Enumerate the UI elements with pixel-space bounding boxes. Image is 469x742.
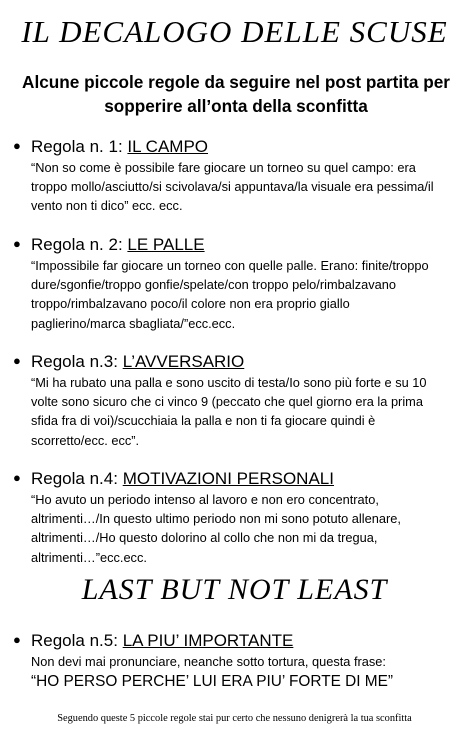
rule-heading bbox=[13, 136, 208, 157]
subtitle bbox=[6, 70, 466, 118]
bullet-icon: ● bbox=[13, 353, 21, 368]
bullet-icon: ● bbox=[13, 138, 21, 153]
rule-description: “Ho avuto un periodo intenso al lavoro e non ero concentrato, altrimenti…/In questo ultimo periodo non mi sono potuto allenare, altrimenti…/Ho questo dolorino al collo che non mi da tregua, altrimenti…”ecc.ecc. bbox=[31, 492, 401, 565]
rule-heading bbox=[13, 234, 205, 255]
rule-heading bbox=[13, 351, 244, 372]
rule-prefix: Regola n. 2: bbox=[31, 235, 128, 254]
rule-heading bbox=[13, 630, 293, 651]
rule-description: “Mi ha rubato una palla e sono uscito di testa/Io sono più forte e su 10 volte sono sicuro che ci vinco 9 (peccato che quel giorno era la prima sfida fra di voi)/scucchiaia la palla e non ti fa giocare quindi è scorretto/ecc. ecc”. bbox=[31, 375, 427, 448]
subtitle-line-2: sopperire all’onta della sconfitta bbox=[104, 96, 368, 116]
footer-note: Seguendo queste 5 piccole regole stai pur certo che nessuno denigrerà la tua sconfitta bbox=[57, 713, 412, 724]
rule-prefix: Regola n. 1: bbox=[31, 137, 128, 156]
page-title: IL DECALOGO DELLE SCUSE bbox=[21, 14, 448, 49]
rule-description: “Non so come è possibile fare giocare un torneo su quel campo: era troppo mollo/asciutto/si scivolava/si appuntava/la visuale era pessima/il vento non ti dico” ecc. ecc. bbox=[31, 160, 434, 214]
rule-name: MOTIVAZIONI PERSONALI bbox=[122, 469, 334, 488]
subtitle-line-1: Alcune piccole regole da seguire nel post partita per bbox=[22, 72, 450, 92]
rule-prefix: Regola n.3: bbox=[31, 352, 123, 371]
rule-description: “Impossibile far giocare un torneo con quelle palle. Erano: finite/troppo dure/sgonfie/troppo gonfie/spelate/con troppo pelo/rimbalzavano troppo/rimbalzavano poco/il colore non era proprio giallo paglierino/marca sbagliata/”ecc.ecc. bbox=[31, 258, 429, 331]
rule-description: Non devi mai pronunciare, neanche sotto tortura, questa frase: bbox=[31, 654, 386, 669]
bullet-icon: ● bbox=[13, 236, 21, 251]
final-quote: “HO PERSO PERCHE’ LUI ERA PIU’ FORTE DI ME” bbox=[31, 673, 394, 690]
rule-name: L’AVVERSARIO bbox=[122, 352, 245, 371]
bullet-icon: ● bbox=[13, 632, 21, 647]
rule-name: IL CAMPO bbox=[127, 137, 209, 156]
rule-prefix: Regola n.4: bbox=[31, 469, 123, 488]
rule-heading bbox=[13, 468, 334, 489]
rule-name: LA PIU’ IMPORTANTE bbox=[122, 631, 294, 650]
bullet-icon: ● bbox=[13, 470, 21, 485]
rule-prefix: Regola n.5: bbox=[31, 631, 123, 650]
section-heading: LAST BUT NOT LEAST bbox=[81, 573, 388, 606]
rule-name: LE PALLE bbox=[127, 235, 205, 254]
